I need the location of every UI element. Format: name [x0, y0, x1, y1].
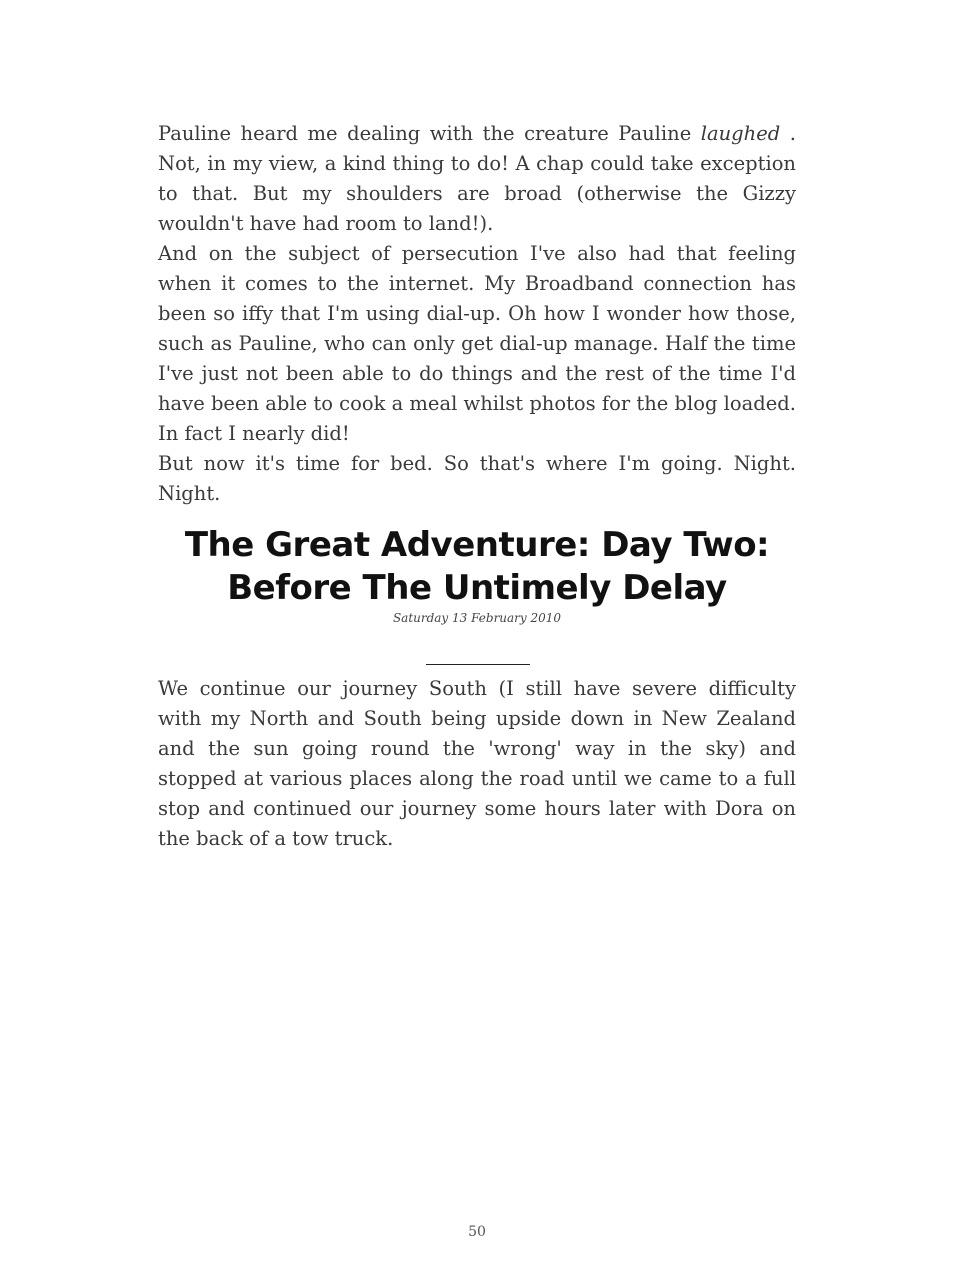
post-date: Saturday 13 February 2010: [392, 611, 562, 625]
paragraph-persecution: And on the subject of persecution I've also had that feeling when it comes to the internet. My Broadband connection has been so iffy that I'm using dial-up. Oh how I wonder how those, such as Pauline, who can only get dial-up manage. Half the time I've just not been able to do things and the rest of the time I'd have been able to cook a meal whilst photos for the blog loaded. In fact I nearly did!: [158, 242, 796, 445]
text-block-top: [158, 119, 796, 509]
page-number: 50: [468, 1224, 486, 1240]
paragraph-text: . Not, in my view, a kind thing to do! A chap could take exception to that. But my shoulders are broad (otherwise the Gizzy wouldn't have had room to land!).: [158, 122, 796, 235]
text-block-bottom: [158, 674, 796, 854]
paragraph-text: Pauline heard me dealing with the creature Pauline: [158, 122, 692, 145]
section-heading: The Great Adventure: Day Two: Before The Untimely Delay: [184, 525, 770, 608]
paragraph-bedtime: But now it's time for bed. So that's where I'm going. Night. Night.: [158, 452, 796, 505]
paragraph-journey-south: We continue our journey South (I still have severe difficulty with my North and South being upside down in New Zealand and the sun going round the 'wrong' way in the sky) and stopped at various places along the road until we came to a full stop and continued our journey some hours later with Dora on the back of a tow truck.: [158, 677, 796, 850]
paragraph-pauline-laughed: [158, 119, 796, 239]
emphasis-laughed: laughed: [700, 122, 781, 145]
separator-rule: [426, 664, 530, 665]
